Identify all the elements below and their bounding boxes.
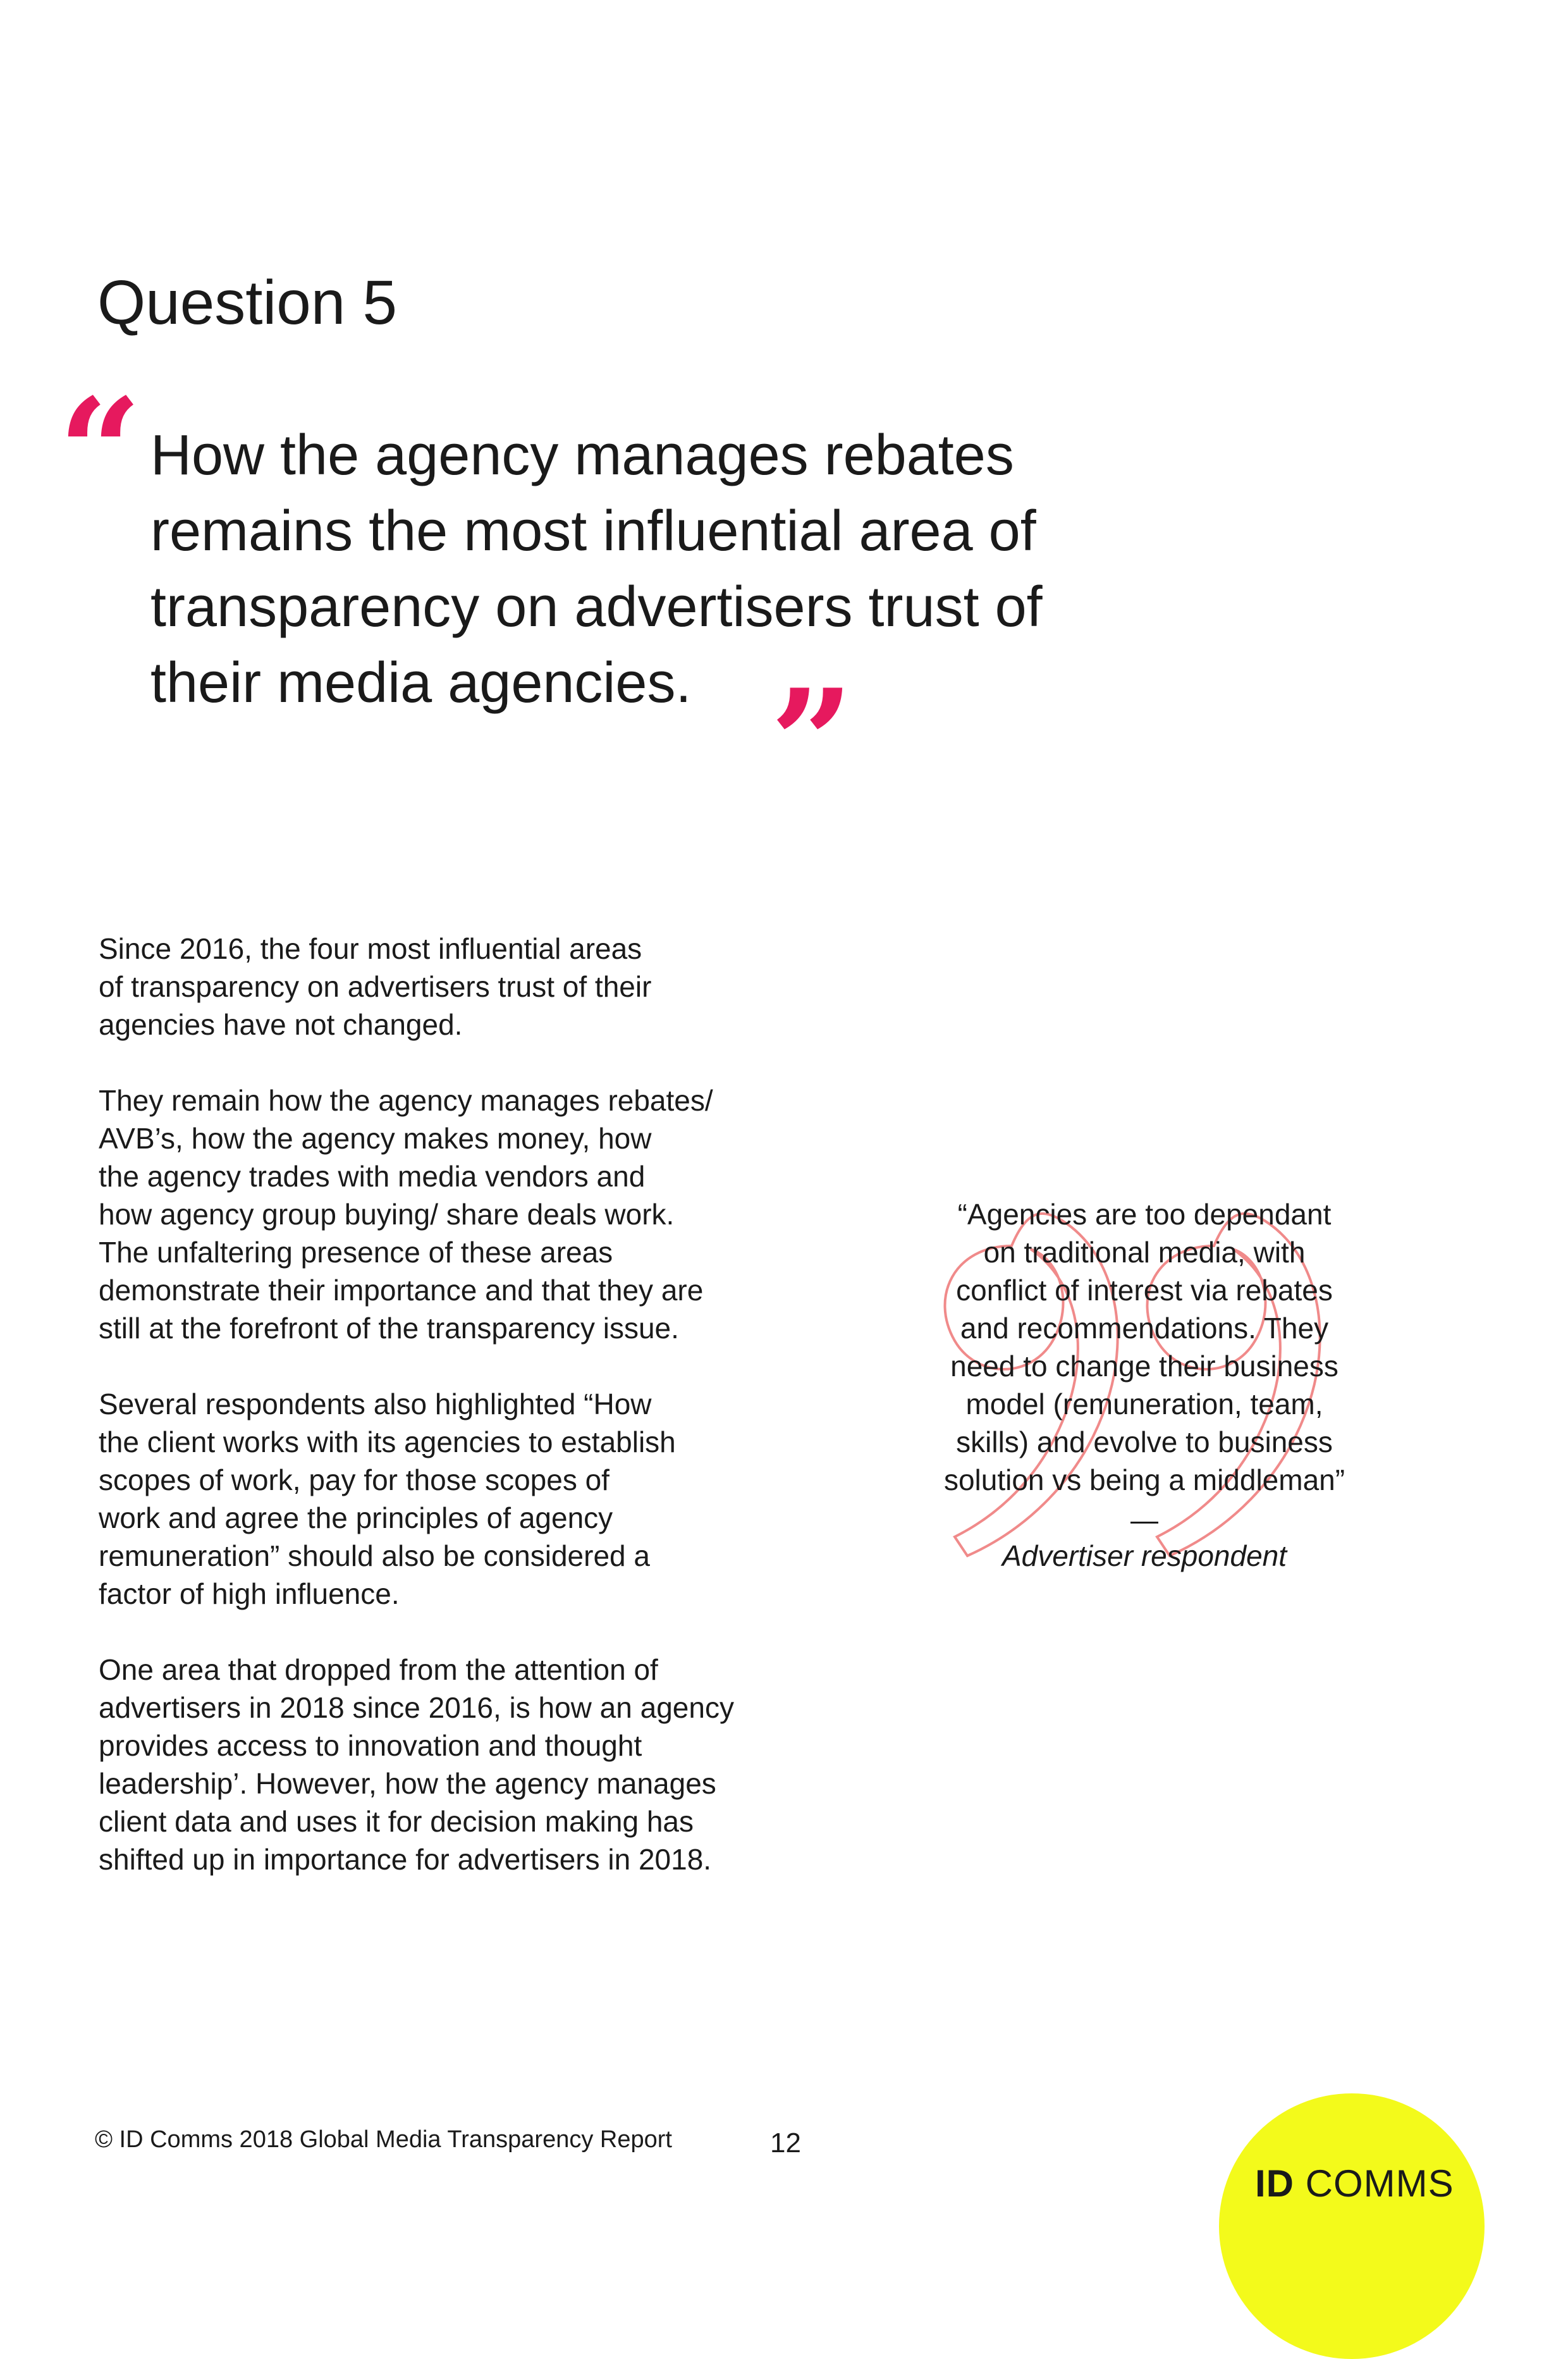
logo-circle bbox=[1219, 2093, 1485, 2359]
body-line: work and agree the principles of agency bbox=[99, 1501, 613, 1534]
body-line: of transparency on advertisers trust of their bbox=[99, 970, 652, 1003]
testimonial-line: skills) and evolve to business bbox=[956, 1426, 1333, 1458]
body-line: client data and uses it for decision making has bbox=[99, 1805, 694, 1838]
testimonial-line: need to change their business bbox=[950, 1350, 1338, 1383]
logo bbox=[1255, 2162, 1454, 2205]
body-line: They remain how the agency manages rebates/ bbox=[99, 1084, 713, 1117]
body-line: The unfaltering presence of these areas bbox=[99, 1236, 613, 1269]
body-line: remuneration” should also be considered a bbox=[99, 1539, 650, 1572]
testimonial-line: and recommendations. They bbox=[960, 1312, 1329, 1345]
body-paragraph bbox=[99, 930, 807, 1044]
body-line: leadership’. However, how the agency manages bbox=[99, 1767, 716, 1800]
body-paragraph bbox=[99, 1651, 807, 1878]
attribution-divider bbox=[873, 1499, 1416, 1537]
testimonial-line: solution vs being a middleman” bbox=[943, 1463, 1345, 1496]
body-line: the client works with its agencies to establish bbox=[99, 1426, 676, 1458]
testimonial-quote bbox=[873, 1195, 1416, 1575]
body-line: factor of high influence. bbox=[99, 1577, 400, 1610]
body-line: AVB’s, how the agency makes money, how bbox=[99, 1122, 652, 1155]
testimonial-line: “Agencies are too dependant bbox=[957, 1198, 1332, 1231]
testimonial-line: on traditional media, with bbox=[983, 1236, 1306, 1269]
pull-quote-line: remains the most influential area of bbox=[150, 500, 1036, 563]
body-line: the agency trades with media vendors and bbox=[99, 1160, 646, 1193]
body-line: shifted up in importance for advertisers in 2018. bbox=[99, 1843, 712, 1876]
testimonial-attribution: Advertiser respondent bbox=[1001, 1539, 1287, 1572]
body-paragraph bbox=[99, 1081, 807, 1347]
body-line: demonstrate their importance and that they are bbox=[99, 1274, 704, 1307]
close-quote-icon: ” bbox=[770, 658, 854, 828]
footer-copyright: © ID Comms 2018 Global Media Transparency Report bbox=[95, 2126, 672, 2153]
pull-quote-line: How the agency manages rebates bbox=[150, 424, 1014, 487]
body-line: agencies have not changed. bbox=[99, 1008, 463, 1041]
body-line: how agency group buying/ share deals work. bbox=[99, 1198, 675, 1231]
body-text bbox=[99, 930, 807, 1916]
body-paragraph bbox=[99, 1385, 807, 1613]
pull-quote-line: transparency on advertisers trust of bbox=[150, 576, 1043, 639]
pull-quote-line: their media agencies. bbox=[150, 651, 692, 715]
testimonial-line: model (remuneration, team, bbox=[965, 1388, 1323, 1420]
body-line: scopes of work, pay for those scopes of bbox=[99, 1463, 609, 1496]
body-line: advertisers in 2018 since 2016, is how an agency bbox=[99, 1691, 734, 1724]
body-line: One area that dropped from the attention of bbox=[99, 1653, 658, 1686]
body-line: Since 2016, the four most influential areas bbox=[99, 932, 642, 965]
logo-id-text: ID bbox=[1255, 2162, 1294, 2205]
body-line: Several respondents also highlighted “How bbox=[99, 1388, 652, 1420]
body-line: still at the forefront of the transparency issue. bbox=[99, 1312, 679, 1345]
page-title: Question 5 bbox=[97, 268, 397, 337]
body-line: provides access to innovation and thought bbox=[99, 1729, 642, 1762]
testimonial-line: conflict of interest via rebates bbox=[956, 1274, 1333, 1307]
pull-quote bbox=[150, 417, 1225, 721]
logo-comms-text: COMMS bbox=[1294, 2162, 1454, 2205]
open-quote-icon: “ bbox=[58, 367, 142, 538]
page-number: 12 bbox=[770, 2128, 801, 2159]
